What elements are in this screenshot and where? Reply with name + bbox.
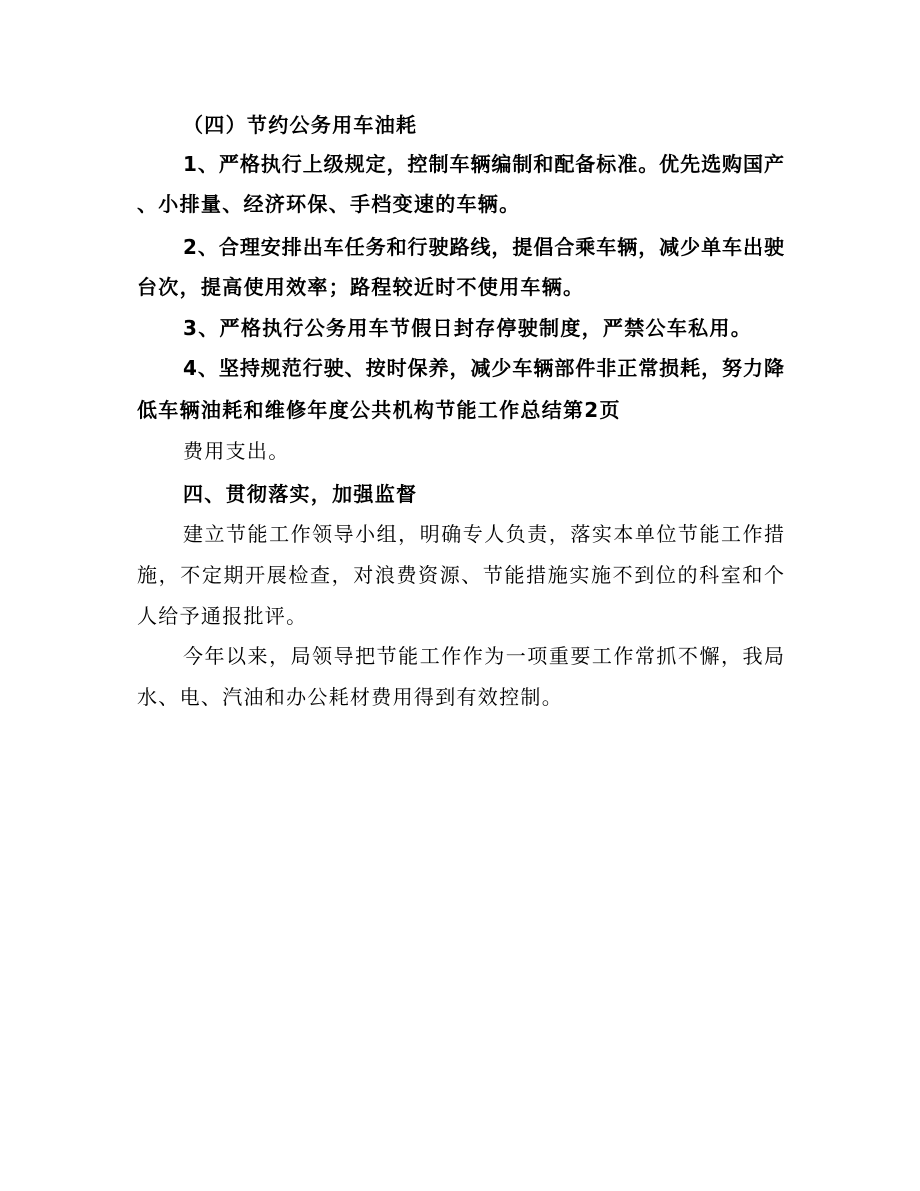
section-heading-vehicle-fuel: （四）节约公务用车油耗 — [183, 113, 418, 137]
item-4-line-2: 低车辆油耗和维修年度公共机构节能工作总结第2页 — [137, 398, 621, 422]
item-2-line-1: 2、合理安排出车任务和行驶路线，提倡合乘车辆，减少单车出驶 — [183, 235, 784, 259]
item-4-line-1: 4、坚持规范行驶、按时保养，减少车辆部件非正常损耗，努力降 — [183, 356, 784, 380]
item-2-line-2: 台次，提高使用效率；路程较近时不使用车辆。 — [137, 275, 585, 299]
item-1-line-2: 、小排量、经济环保、手档变速的车辆。 — [137, 192, 521, 216]
para-1-line-2: 施，不定期开展检查，对浪费资源、节能措施实施不到位的科室和个 — [137, 563, 784, 587]
para-2-line-1: 今年以来，局领导把节能工作作为一项重要工作常抓不懈，我局 — [183, 644, 784, 668]
para-1-line-3: 人给予通报批评。 — [137, 604, 308, 628]
para-1-line-1: 建立节能工作领导小组，明确专人负责，落实本单位节能工作措 — [183, 522, 784, 546]
item-3: 3、严格执行公务用车节假日封存停驶制度，严禁公车私用。 — [183, 316, 753, 340]
para-2-line-2: 水、电、汽油和办公耗材费用得到有效控制。 — [137, 685, 563, 709]
item-4-line-3: 费用支出。 — [183, 439, 290, 463]
section-heading-implementation: 四、贯彻落实，加强监督 — [183, 482, 418, 506]
item-1-line-1: 1、严格执行上级规定，控制车辆编制和配备标准。优先选购国产 — [183, 152, 784, 176]
